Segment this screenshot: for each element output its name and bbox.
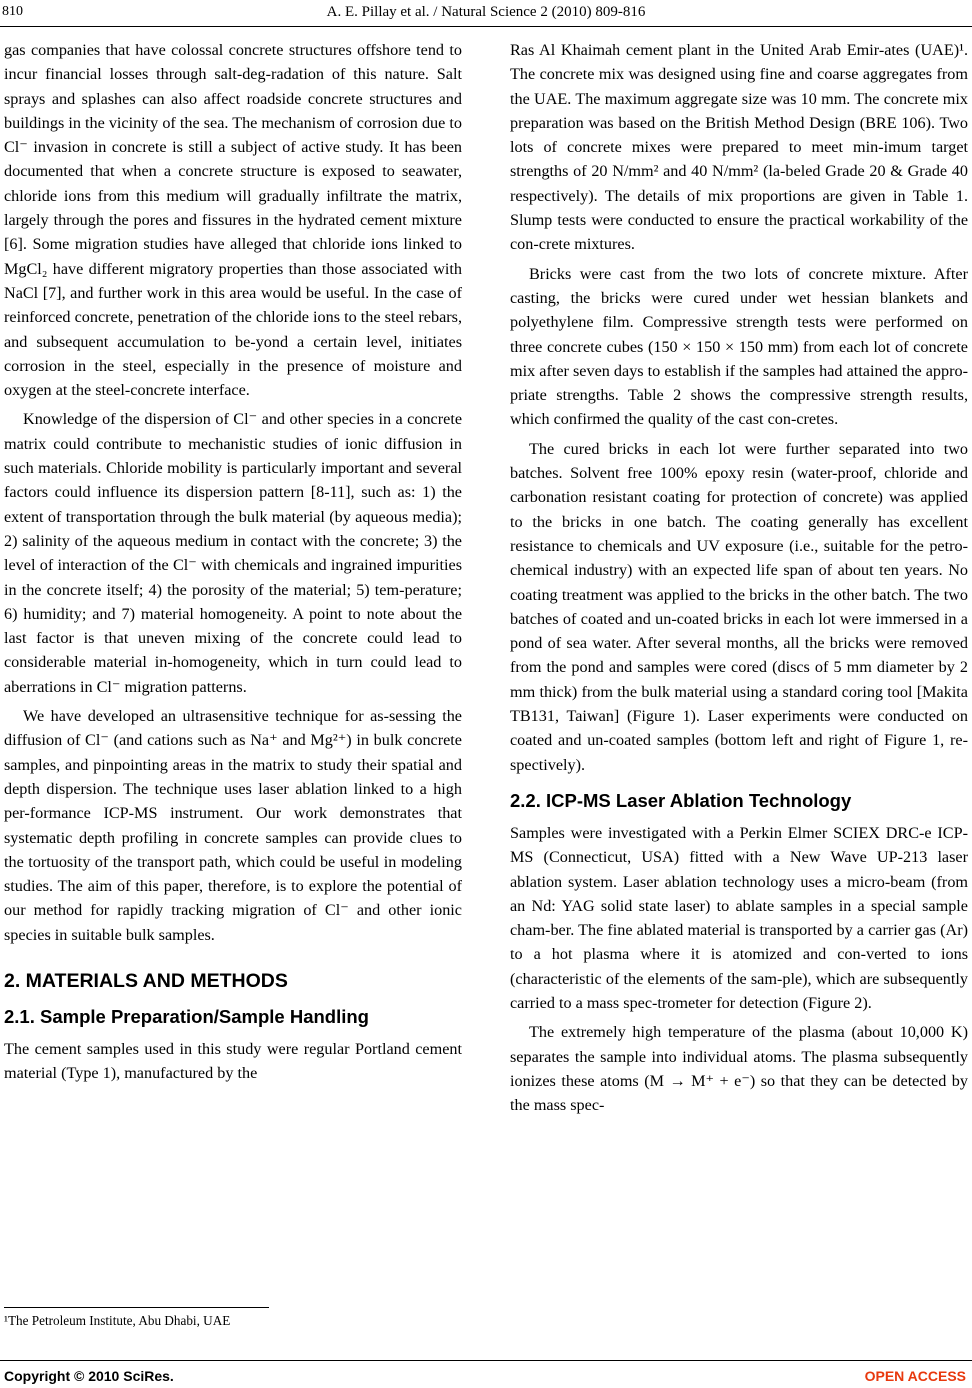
open-access-label: OPEN ACCESS bbox=[864, 1368, 966, 1384]
paragraph: The cement samples used in this study were regular Portland cement material (Type 1), manufactured by the bbox=[4, 1039, 462, 1083]
page-number: 810 bbox=[2, 4, 23, 19]
paragraph: We have developed an ultrasensitive technique for as-sessing the diffusion of Cl⁻ (and cations such as Na⁺ and Mg²⁺) in bulk concrete samples, and pinpointing areas in the matrix to study their spatial and depth dispersion. The technique uses laser ablation linked to a high per-formance ICP-MS instrument. Our work demonstrates that systematic depth profiling in concrete samples can provide clues to the tortuosity of the transport path, which could be useful in modeling studies. The aim of this paper, therefore, is to explore the potential of our method for rapidly tracking migration of Cl⁻ and other ionic species in suitable bulk samples. bbox=[4, 707, 462, 944]
left-column bbox=[4, 38, 462, 1086]
section-heading: 2. MATERIALS AND METHODS bbox=[4, 969, 288, 992]
copyright-notice: Copyright © 2010 SciRes. bbox=[4, 1368, 174, 1384]
paragraph: Ras Al Khaimah cement plant in the United Arab Emir-ates (UAE)¹. The concrete mix was designed using fine and coarse aggregates from the UAE. The maximum aggregate size was 10 mm. The concrete mix preparation was based on the British Method Design (BRE 106). Two lots of concrete mixes were prepared to meet min-imum target strengths of 20 N/mm² and 40 N/mm² (la-beled Grade 20 & Grade 40 respectively). The details of mix proportions are given in Table 1. Slump tests were conducted to ensure the practical workability of the con-crete mixtures. bbox=[510, 41, 968, 254]
footer-rule bbox=[0, 1360, 972, 1361]
paragraph: gas companies that have colossal concrete structures offshore tend to incur financial losses through salt-deg-radation of this nature. Salt sprays and splashes can also affect roadside concrete structures and buildings in the vicinity of the sea. The mechanism of corrosion due to Cl⁻ invasion in concrete is still a subject of active study. It has been documented that when a concrete structure is exposed to seawater, chloride ions from this medium will gradually infiltrate the matrix, largely through the pores and fissures in the hydrated cement mixture [6]. Some migration studies have alleged that chloride ions linked to MgCl₂ have different migratory properties than those associated with NaCl [7], and further work in this area would be useful. In the case of reinforced concrete, penetration of the chloride ions to the steel rebars, and subsequent accumulation to be-yond a certain level, initiates corrosion in the steel, especially in the presence of moisture and oxygen at the steel-concrete interface. bbox=[4, 41, 462, 400]
right-column bbox=[510, 38, 968, 1117]
footnote-rule bbox=[4, 1307, 269, 1308]
header-rule bbox=[0, 26, 972, 27]
footnote: ¹The Petroleum Institute, Abu Dhabi, UAE bbox=[4, 1313, 231, 1328]
journal-citation-header: A. E. Pillay et al. / Natural Science 2 (2010) 809-816 bbox=[326, 4, 646, 20]
subsection-heading: 2.1. Sample Preparation/Sample Handling bbox=[4, 1005, 369, 1027]
subsection-heading: 2.2. ICP-MS Laser Ablation Technology bbox=[510, 789, 852, 811]
paragraph: The extremely high temperature of the plasma (about 10,000 K) separates the sample into individual atoms. The plasma subsequently ionizes these atoms (M → M⁺ + e⁻) so that they can be detected by the mass spec- bbox=[510, 1023, 968, 1115]
paragraph: Bricks were cast from the two lots of concrete mixture. After casting, the bricks were cured under wet hessian blankets and polyethylene film. Compressive strength tests were performed on three concrete cubes (150 × 150 × 150 mm) from each lot of concrete mix after seven days to establish if the samples had attained the appro-priate strengths. Table 2 shows the compressive strength results, which confirmed the quality of the cast con-cretes. bbox=[510, 264, 968, 429]
paragraph: Knowledge of the dispersion of Cl⁻ and other species in a concrete matrix could contribute to mechanistic studies of ionic diffusion in such materials. Chloride mobility is particularly important and several factors could influence its dispersion pattern [8-11], such as: 1) the extent of transportation through the bulk material (by aqueous media); 2) salinity of the aqueous medium in contact with the concrete; 3) the level of interaction of the Cl⁻ with chemicals and ingrained impurities in the concrete itself; 4) the porosity of the material; 5) tem-perature; 6) humidity; and 7) material homogeneity. A point to note about the last factor is that uneven mixing of the concrete could lead to considerable material in-homogeneity, which in turn could lead to aberrations in Cl⁻ migration patterns. bbox=[4, 410, 462, 696]
paragraph: Samples were investigated with a Perkin Elmer SCIEX DRC-e ICP-MS (Connecticut, USA) fitted with a New Wave UP-213 laser ablation system. Laser ablation technology uses a micro-beam (from an Nd: YAG solid state laser) to ablate samples in a special sample cham-ber. The fine ablated material is transported by a carrier gas (Ar) to a hot plasma where it is atomized and con-verted to ions (characteristic of the elements of the sam-ple), which are subsequently carried to a mass spec-trometer for detection (Figure 2). bbox=[510, 823, 968, 1012]
paragraph: The cured bricks in each lot were further separated into two batches. Solvent free 100% epoxy resin (water-proof, chloride and carbonation resistant coating for protection of concrete) was applied to the bricks in one batch. The coating generally has excellent resistance to chemicals and UV exposure (i.e., suitable for the petro-chemical industry) with an expected life span of about ten years. No coating treatment was applied to the bricks in the other batch. The two batches of coated and un-coated bricks in each lot were immersed in a pond of sea water. After several months, all the bricks were removed from the pond and samples were cored (discs of 5 mm diameter by 2 mm thick) from the bulk material using a standard coring tool [Makita TB131, Taiwan] (Figure 1). Laser experiments were conducted on coated and un-coated samples (bottom left and right of Figure 1, re-spectively). bbox=[510, 439, 968, 774]
running-header bbox=[0, 2, 972, 24]
